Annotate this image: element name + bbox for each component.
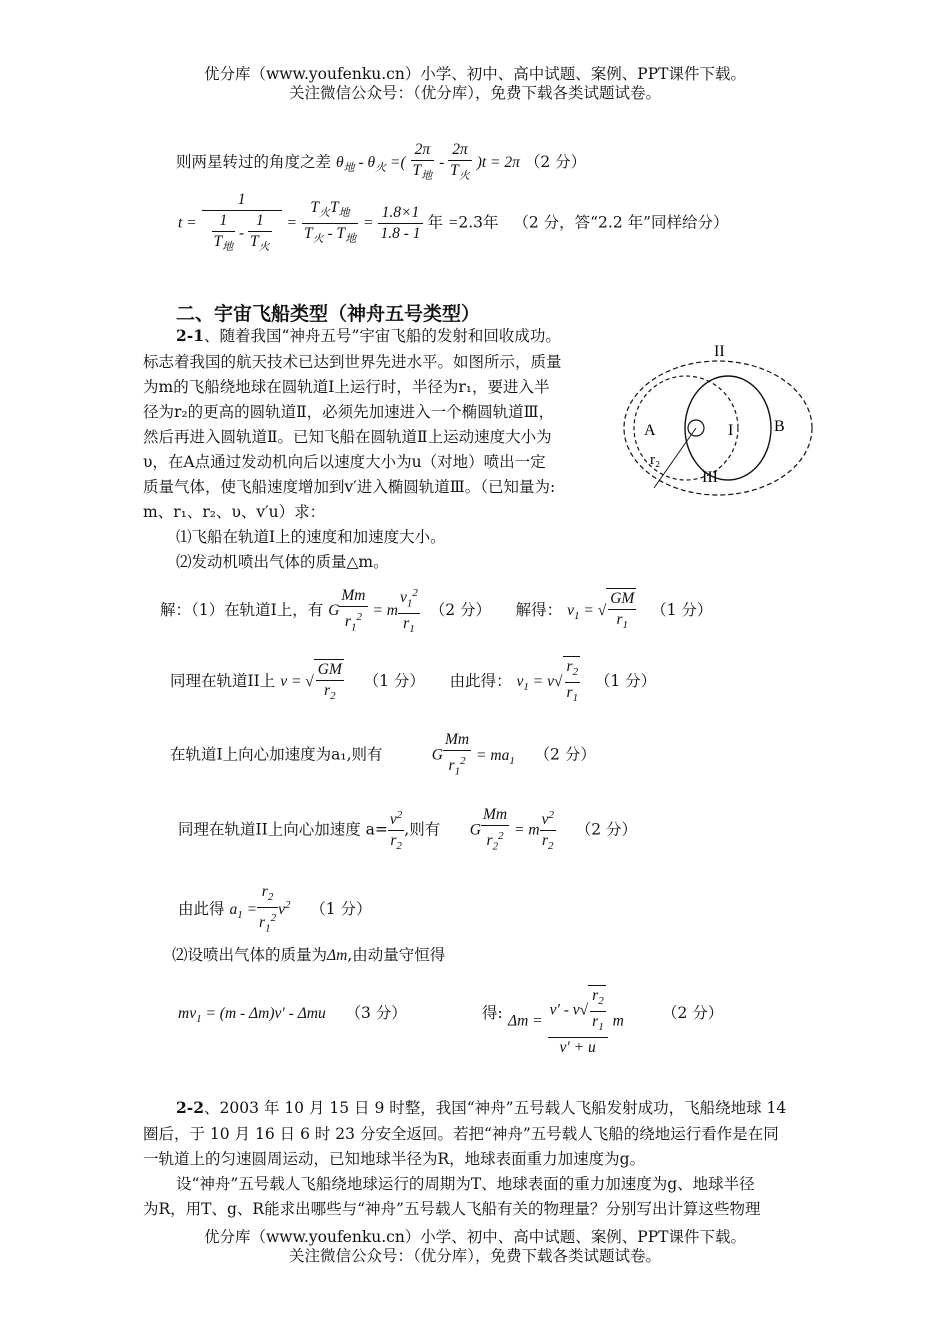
solution-step-4: 同理在轨道II上向心加速度 a= $\frac{v^2}{r_2}$ ,则有 G $\frac{Mm}{r_2^2}$ = m $\frac{v^2}{r_2}$ （2 分） <box>178 806 637 853</box>
problem2-line-5: 为R，用T、g、R能求出哪些与“神舟”五号载人飞船有关的物理量？分别写出计算这些物理 <box>143 1200 761 1218</box>
page-header-line1: 优分库（www.youfenku.cn）小学、初中、高中试题、案例、PPT课件下载。 <box>203 65 747 83</box>
t-value: 2.3 <box>458 213 484 232</box>
problem1-line-3: 为m的飞船绕地球在圆轨道Ⅰ上运行时，半径为r₁，要进入半 <box>143 378 550 396</box>
page-footer-line2: 关注微信公众号：（优分库），免费下载各类试题试卷。 <box>288 1247 661 1265</box>
problem1-line-4: 径为r₂的更高的圆轨道Ⅱ，必须先加速进入一个椭圆轨道Ⅲ， <box>143 403 555 421</box>
solution-step-6-intro: ⑵设喷出气体的质量为Δm,由动量守恒得 <box>172 946 446 964</box>
label-III: III <box>702 469 718 486</box>
problem1-number: 2-1 <box>176 326 205 345</box>
solution-step-6-score2: （2 分） <box>662 1004 724 1022</box>
label-II: II <box>714 343 725 360</box>
solution-step-6-result-label: 得: <box>482 1004 503 1022</box>
solution-step-5: 由此得 $a_1$ = $\frac{r_2}{r_1^2}$ $v^2$ （1 分） <box>178 883 372 935</box>
angle-difference-equation: 则两星转过的角度之差 $\theta_地 - \theta_火$ =( $\frac{2\pi}{T_地}$ - $\frac{2\pi}{T_火}$ )t = 2π （2 分） <box>176 141 587 183</box>
page-header-line2: 关注微信公众号：（优分库），免费下载各类试题试卷。 <box>288 84 661 102</box>
problem2-line-2: 圈后，于 10 月 16 日 6 时 23 分安全返回。若把“神舟”五号载人飞船的绕地运行看作是在同 <box>143 1125 779 1143</box>
solution-step-3: 在轨道Ⅰ上向心加速度为a₁,则有 G $\frac{Mm}{r_1^2}$ = $ma_1$ （2 分） <box>170 731 596 778</box>
t-score: （2 分，答“2.2 年”同样给分） <box>513 213 729 232</box>
year-unit-1: 年 <box>427 213 443 232</box>
angle-score: （2 分） <box>524 153 587 172</box>
solution-step-6-equation: $mv_1 = (m - \Delta m)v' - \Delta mu$ （3 分） <box>178 1004 407 1026</box>
angle-text: 则两星转过的角度之差 <box>176 153 332 172</box>
label-I: I <box>728 422 734 439</box>
page-footer-line1: 优分库（www.youfenku.cn）小学、初中、高中试题、案例、PPT课件下载。 <box>203 1228 747 1246</box>
problem1-question-1: ⑴飞船在轨道Ⅰ上的速度和加速度大小。 <box>176 528 446 546</box>
label-B: B <box>774 418 785 435</box>
label-r2: r₂ <box>650 452 661 468</box>
problem1-question-2: ⑵发动机喷出气体的质量△m。 <box>176 553 389 571</box>
problem2-number: 2-2 <box>176 1098 205 1117</box>
t-calc-num: 1.8×1 <box>378 203 422 224</box>
problem1-line-8: m、r₁、r₂、υ、v′u）求： <box>143 503 326 521</box>
period-equation: t = 1 $\frac{1}{T_地}$ - $\frac{1}{T_火}$ = $\frac{T_火T_地}{T_火 - T_地}$ = $\frac{1.8\times 1}{1.8 - 1}$ 年 =2.3年 （2 分，答“2.2 年”同样给分） <box>178 191 729 254</box>
label-A: A <box>644 422 656 439</box>
problem1-line-2: 标志着我国的航天技术已达到世界先进水平。如图所示，质量 <box>143 353 562 371</box>
solution-step-2: 同理在轨道II上 v = √ $\frac{GM}{r_2}$ （1 分） 由此得： $v_1 = v√$ $\frac{r_2}{r_1}$ （1 分） <box>170 656 656 708</box>
solution-step-1: 解：（1）在轨道Ⅰ上，有 G $\frac{Mm}{r_1^2}$ = m $\frac{v_1^2}{r_1}$ （2 分） 解得： $v_1$ = √ $\frac{GM}{r_1}$ （1 分） <box>160 583 712 639</box>
problem2-line-3: 一轨道上的匀速圆周运动，已知地球半径为R，地球表面重力加速度为g。 <box>143 1150 646 1168</box>
t-calc-den: 1.8 - 1 <box>380 225 421 243</box>
problem1-line-5: 然后再进入圆轨道Ⅱ。已知飞船在圆轨道Ⅱ上运动速度大小为 <box>143 428 552 446</box>
problem2-line-4: 设“神舟”五号载人飞船绕地球运行的周期为T、地球表面的重力加速度为g、地球半径 <box>176 1175 755 1193</box>
solution-step-6-result: Δm = v′ - v√ $\frac{r_2}{r_1}$ v′ + u m <box>508 987 624 1057</box>
orbit-diagram <box>618 338 818 508</box>
problem1-line-6: υ，在A点通过发动机向后以速度大小为u（对地）喷出一定 <box>143 453 546 471</box>
section-title: 二、宇宙飞船类型（神舟五号类型） <box>176 303 481 325</box>
problem1-line-7: 质量气体，使飞船速度增加到v′进入椭圆轨道Ⅲ。（已知量为: <box>143 478 556 496</box>
year-unit-2: 年 <box>483 213 499 232</box>
problem2-line-1: 2-2、2003 年 10 月 15 日 9 时整，我国“神舟”五号载人飞船发射成功，飞船绕地球 14 <box>176 1098 787 1117</box>
problem1-line-1: 2-1、随着我国“神舟五号”宇宙飞船的发射和回收成功。 <box>176 326 561 345</box>
